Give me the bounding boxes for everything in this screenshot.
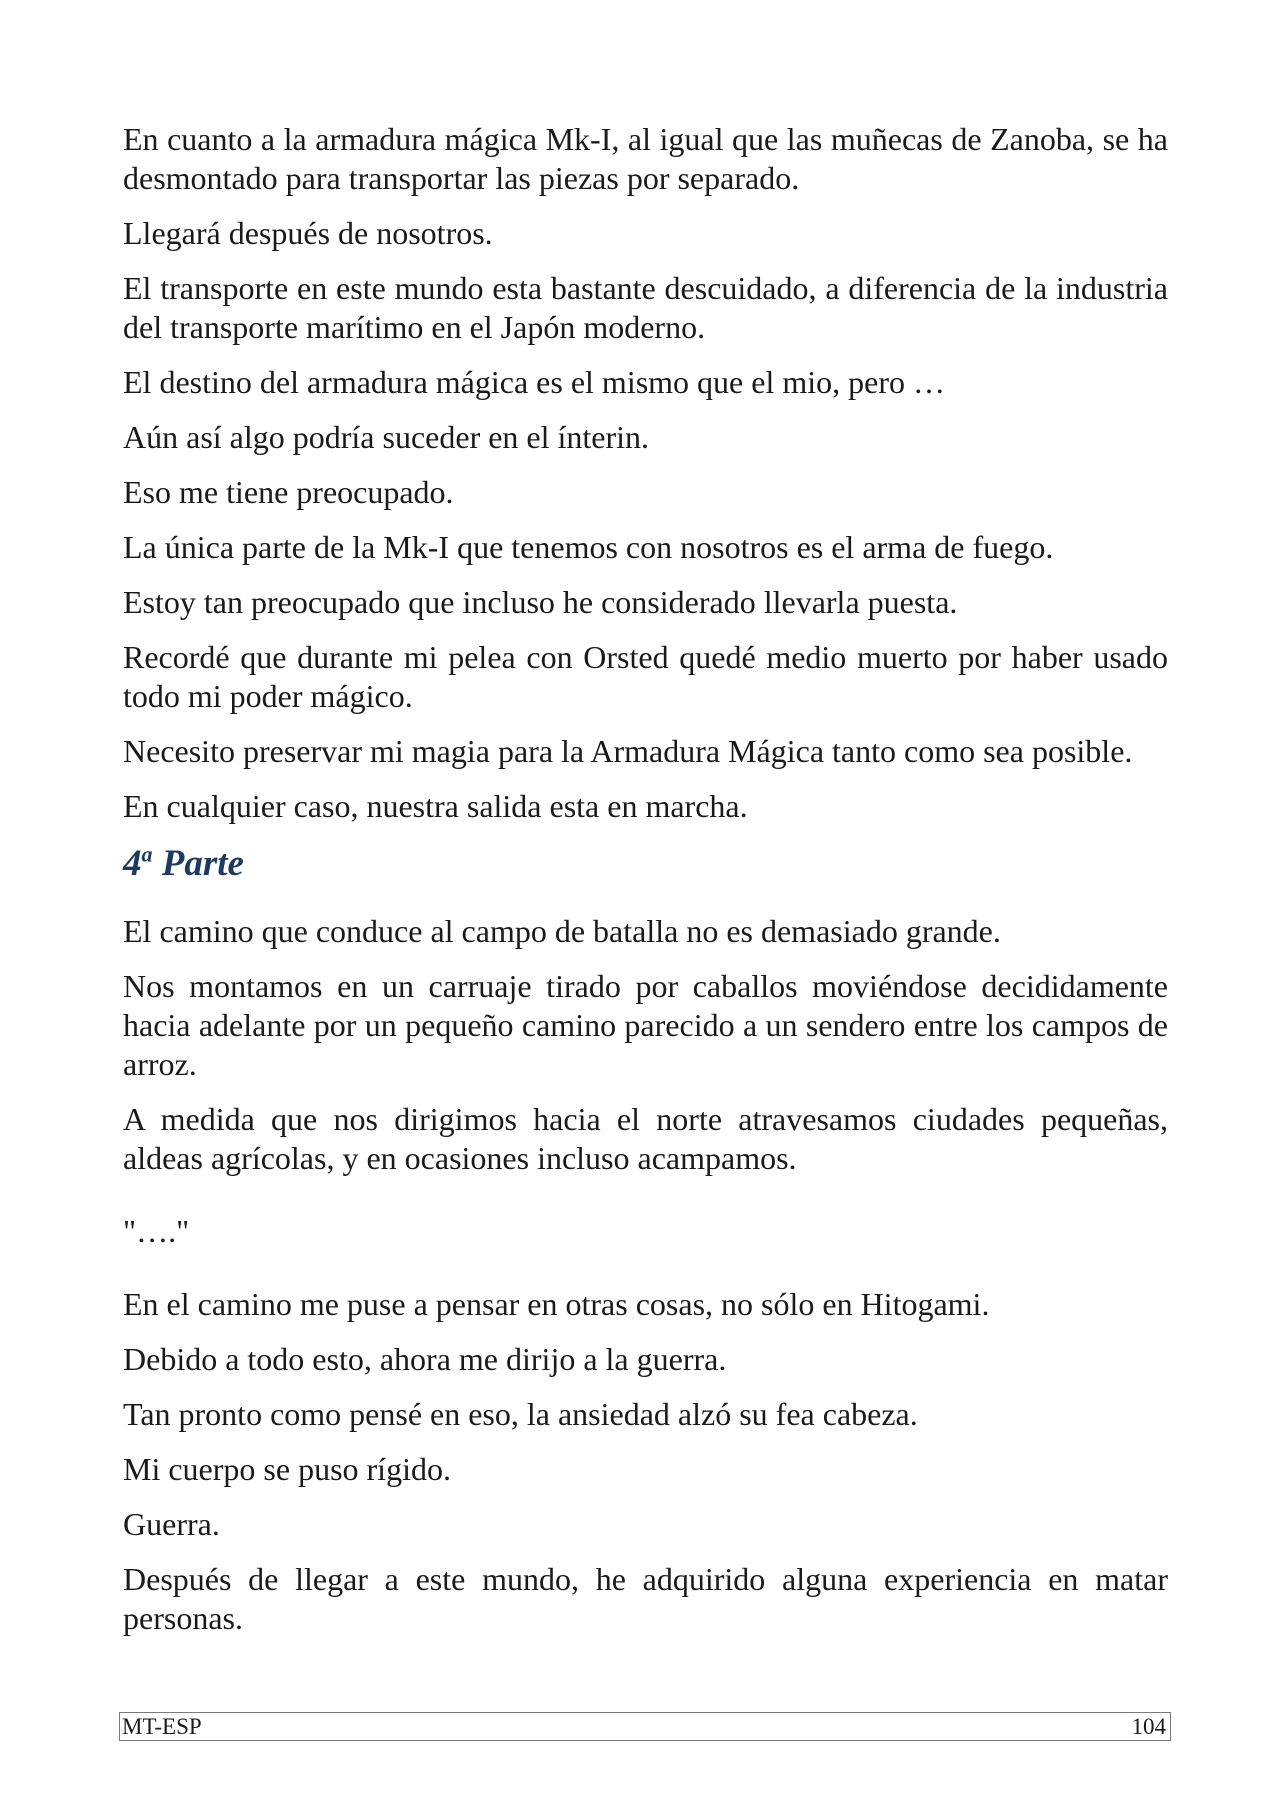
paragraph: "…."	[123, 1213, 190, 1249]
section-number: 4	[123, 843, 142, 884]
spacer	[123, 1194, 1168, 1212]
footer-source-label: MT-ESP	[122, 1714, 202, 1739]
section-word: Parte	[161, 843, 244, 884]
paragraph: Tan pronto como pensé en eso, la ansiedad alzó su fea cabeza.	[123, 1396, 918, 1432]
paragraph: En el camino me puse a pensar en otras cosas, no sólo en Hitogami.	[123, 1286, 990, 1322]
paragraph: El transporte en este mundo esta bastante descuidado, a diferencia de la industria del transporte marítimo en el Japón moderno.	[123, 270, 1168, 345]
paragraph: Eso me tiene preocupado.	[123, 474, 454, 510]
paragraph: A medida que nos dirigimos hacia el norte atravesamos ciudades pequeñas, aldeas agrícolas, y en ocasiones incluso acampamos.	[123, 1101, 1168, 1176]
paragraph: Necesito preservar mi magia para la Armadura Mágica tanto como sea posible.	[123, 733, 1133, 769]
paragraph: Aún así algo podría suceder en el ínterin.	[123, 419, 650, 455]
paragraph: Debido a todo esto, ahora me dirijo a la guerra.	[123, 1341, 727, 1377]
paragraph: La única parte de la Mk-I que tenemos con nosotros es el arma de fuego.	[123, 529, 1054, 565]
section-heading	[123, 842, 1168, 886]
page-number: 104	[1131, 1714, 1166, 1739]
paragraph: El destino del armadura mágica es el mismo que el mio, pero …	[123, 364, 945, 400]
page-body	[123, 120, 1168, 1654]
paragraph: El camino que conduce al campo de batalla no es demasiado grande.	[123, 913, 1001, 949]
paragraph: Recordé que durante mi pelea con Orsted quedé medio muerto por haber usado todo mi poder mágico.	[123, 639, 1168, 714]
paragraph: Llegará después de nosotros.	[123, 215, 493, 251]
page-footer	[119, 1712, 1171, 1741]
paragraph: Mi cuerpo se puso rígido.	[123, 1451, 451, 1487]
paragraph: En cuanto a la armadura mágica Mk-I, al igual que las muñecas de Zanoba, se ha desmontado para transportar las piezas por separado.	[123, 121, 1168, 196]
paragraph: En cualquier caso, nuestra salida esta en marcha.	[123, 788, 748, 824]
paragraph: Estoy tan preocupado que incluso he considerado llevarla puesta.	[123, 584, 958, 620]
paragraph: Guerra.	[123, 1506, 220, 1542]
paragraph: Después de llegar a este mundo, he adquirido alguna experiencia en matar personas.	[123, 1561, 1168, 1636]
spacer	[123, 1267, 1168, 1285]
section-ordinal: a	[141, 841, 153, 867]
paragraph: Nos montamos en un carruaje tirado por caballos moviéndose decididamente hacia adelante por un pequeño camino parecido a un sendero entre los campos de arroz.	[123, 968, 1168, 1082]
